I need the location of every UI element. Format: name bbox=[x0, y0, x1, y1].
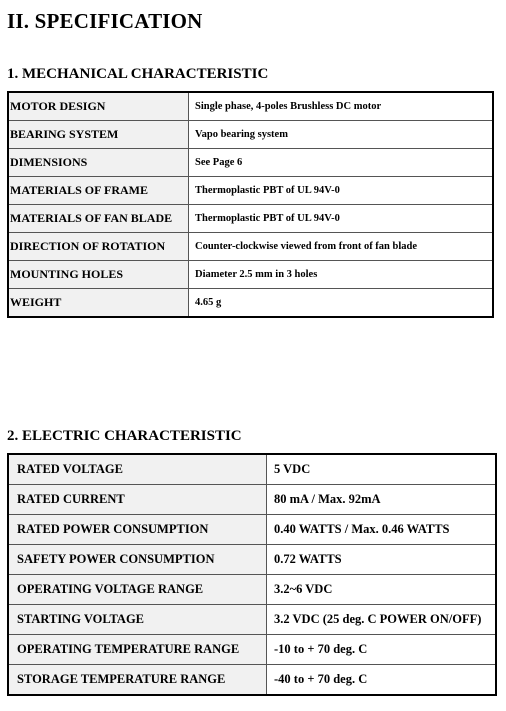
table-row bbox=[8, 454, 496, 485]
spec-label: STARTING VOLTAGE bbox=[8, 605, 267, 635]
spec-value: See Page 6 bbox=[189, 149, 494, 177]
spec-label: MOTOR DESIGN bbox=[8, 92, 189, 121]
spec-value: 80 mA / Max. 92mA bbox=[267, 485, 497, 515]
spec-value: 3.2 VDC (25 deg. C POWER ON/OFF) bbox=[267, 605, 497, 635]
spec-label: RATED VOLTAGE bbox=[8, 454, 267, 485]
table-row bbox=[8, 289, 493, 318]
spec-value: 4.65 g bbox=[189, 289, 494, 318]
electric-heading: 2. ELECTRIC CHARACTERISTIC bbox=[7, 428, 242, 444]
table-row bbox=[8, 92, 493, 121]
table-row bbox=[8, 665, 496, 696]
spec-value: Thermoplastic PBT of UL 94V-0 bbox=[189, 205, 494, 233]
spec-value: Single phase, 4-poles Brushless DC motor bbox=[189, 92, 494, 121]
spec-value: Diameter 2.5 mm in 3 holes bbox=[189, 261, 494, 289]
spec-label: MOUNTING HOLES bbox=[8, 261, 189, 289]
spec-label: OPERATING VOLTAGE RANGE bbox=[8, 575, 267, 605]
table-row bbox=[8, 515, 496, 545]
table-row bbox=[8, 205, 493, 233]
table-row bbox=[8, 605, 496, 635]
spec-value: -10 to + 70 deg. C bbox=[267, 635, 497, 665]
spec-value: Thermoplastic PBT of UL 94V-0 bbox=[189, 177, 494, 205]
spec-value: 3.2~6 VDC bbox=[267, 575, 497, 605]
spec-label: RATED CURRENT bbox=[8, 485, 267, 515]
spec-value: Vapo bearing system bbox=[189, 121, 494, 149]
table-row bbox=[8, 545, 496, 575]
spec-label: OPERATING TEMPERATURE RANGE bbox=[8, 635, 267, 665]
spec-value: 0.72 WATTS bbox=[267, 545, 497, 575]
spec-label: BEARING SYSTEM bbox=[8, 121, 189, 149]
table-row bbox=[8, 261, 493, 289]
spec-value: Counter-clockwise viewed from front of fan blade bbox=[189, 233, 494, 261]
table-row bbox=[8, 635, 496, 665]
mechanical-heading: 1. MECHANICAL CHARACTERISTIC bbox=[7, 66, 269, 82]
table-row bbox=[8, 177, 493, 205]
spec-label: DIMENSIONS bbox=[8, 149, 189, 177]
spec-value: 0.40 WATTS / Max. 0.46 WATTS bbox=[267, 515, 497, 545]
table-row bbox=[8, 485, 496, 515]
spec-value: 5 VDC bbox=[267, 454, 497, 485]
page-title: II. SPECIFICATION bbox=[7, 9, 203, 33]
table-row bbox=[8, 121, 493, 149]
spec-label: STORAGE TEMPERATURE RANGE bbox=[8, 665, 267, 696]
spec-label: RATED POWER CONSUMPTION bbox=[8, 515, 267, 545]
spec-label: MATERIALS OF FRAME bbox=[8, 177, 189, 205]
table-row bbox=[8, 575, 496, 605]
spec-label: WEIGHT bbox=[8, 289, 189, 318]
spec-label: SAFETY POWER CONSUMPTION bbox=[8, 545, 267, 575]
electric-spec-table bbox=[7, 453, 497, 696]
spec-label: DIRECTION OF ROTATION bbox=[8, 233, 189, 261]
mechanical-spec-table bbox=[7, 91, 494, 318]
spec-label: MATERIALS OF FAN BLADE bbox=[8, 205, 189, 233]
spec-value: -40 to + 70 deg. C bbox=[267, 665, 497, 696]
table-row bbox=[8, 149, 493, 177]
table-row bbox=[8, 233, 493, 261]
